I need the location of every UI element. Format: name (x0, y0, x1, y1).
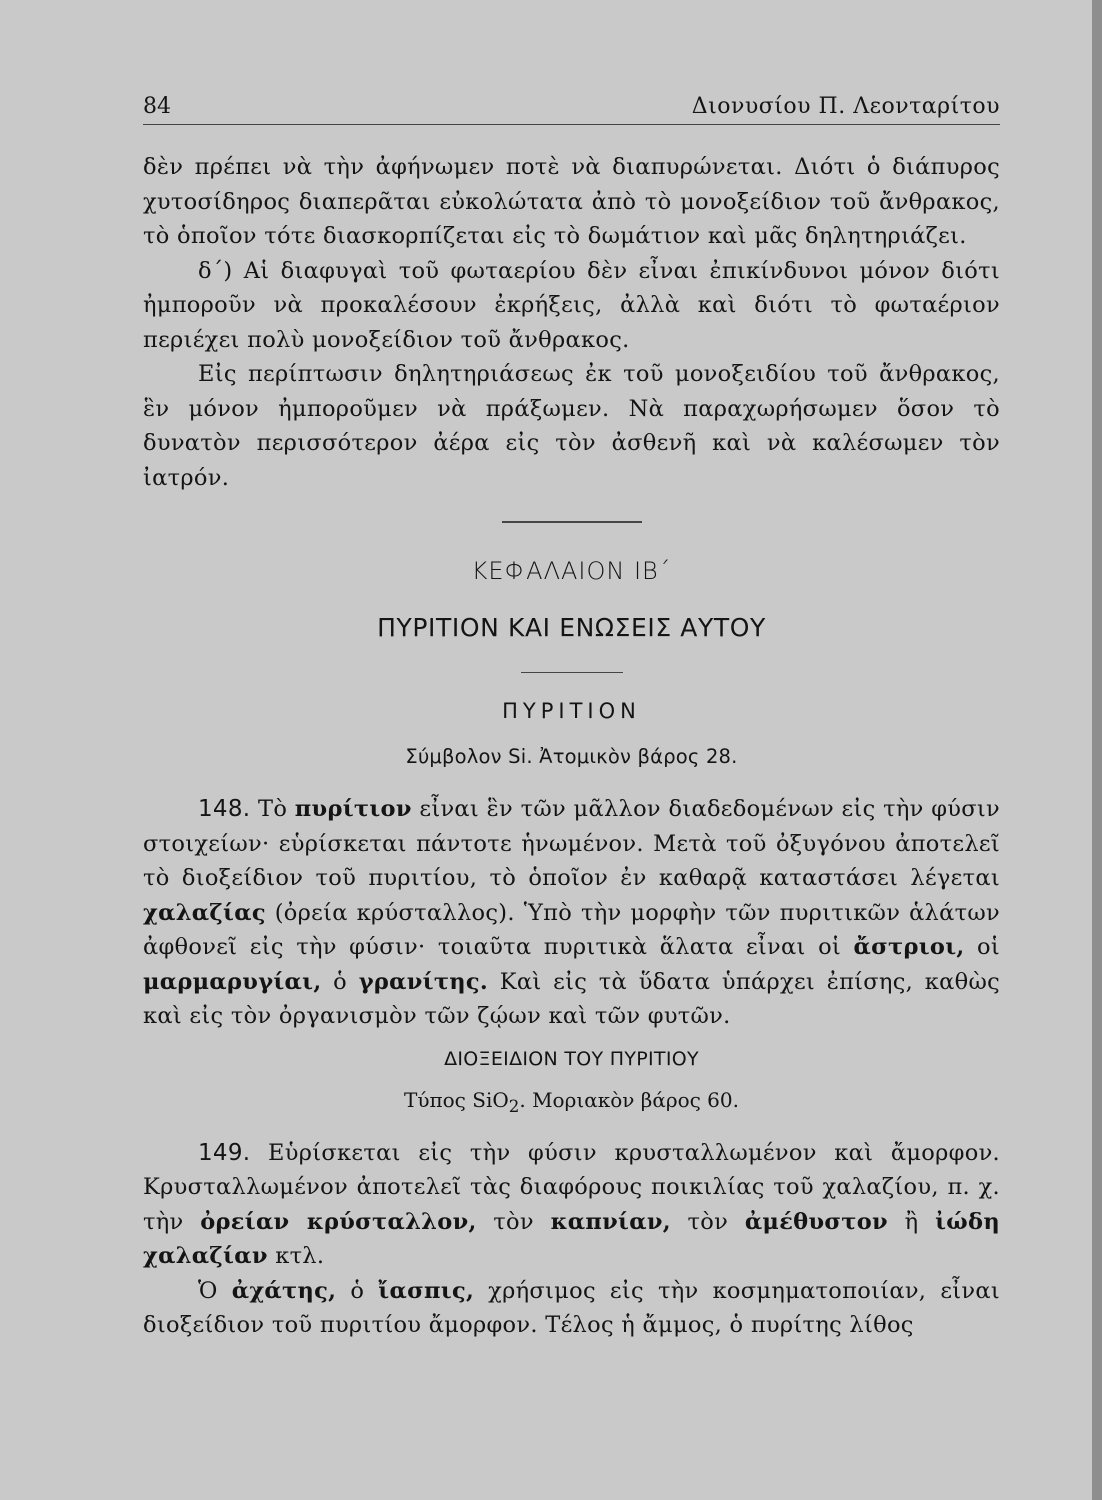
page-edge-shadow (1092, 0, 1102, 1500)
running-head: Διονυσίου Π. Λεονταρίτου (691, 94, 1000, 119)
term-bold: ἀμέθυστον (744, 1208, 888, 1235)
paragraph-poisoning: Εἰς περίπτωσιν δηλητηριάσεως ἐκ τοῦ μονοξειδίου τοῦ ἄνθρακος, ἓν μόνον ἠμποροῦμεν νὰ πράξωμεν. Νὰ παραχωρήσωμεν ὅσον τὸ δυνατὸν περισσότερον ἀέρα εἰς τὸν ἀσθενῆ καὶ νὰ καλέσωμεν τὸν ἰατρόν. (143, 361, 1000, 491)
term-bold: ἰώδη χαλαζίαν (143, 1208, 1000, 1269)
term-bold: πυρίτιον (294, 796, 412, 822)
section2-title: ΔΙΟΞΕΙΔΙΟΝ ΤΟΥ ΠΥΡΙΤΙΟΥ (444, 1047, 699, 1070)
term-bold: γρανίτης. (358, 968, 489, 995)
term-bold: καπνίαν, (550, 1208, 671, 1235)
divider-rule-2 (521, 672, 623, 674)
paragraph-last: Ὁ ἀχάτης, ὁ ἴασπις, χρήσιμος εἰς τὴν κοσμηματοποιίαν, εἶναι διοξείδιον τοῦ πυριτίου ἄμορφον. Τέλος ἡ ἄμμος, ὁ πυρίτης λίθος (143, 1277, 1000, 1338)
paragraph-149: 149. Εὑρίσκεται εἰς τὴν φύσιν κρυσταλλωμένον καὶ ἄμορφον. Κρυσταλλωμένον ἀποτελεῖ τὰς διαφόρους ποικιλίας τοῦ χαλαζίου, π. χ. τὴν ὀρείαν κρύσταλλον, τὸν καπνίαν, τὸν ἀμέθυστον ἢ ἰώδη χαλαζίαν κτλ. (143, 1139, 1000, 1269)
paragraph-number: 149. (198, 1139, 251, 1166)
formula-line: Τύπος SiO$_2$. Μοριακὸν βάρος 60. (404, 1087, 739, 1116)
divider-rule (502, 521, 642, 523)
paragraph-148: 148. Τὸ πυρίτιον εἶναι ἓν τῶν μᾶλλον διαδεδομένων εἰς τὴν φύσιν στοιχείων· εὑρίσκεται πάντοτε ἡνωμένον. Μετὰ τοῦ ὀξυγόνου ἀποτελεῖ τὸ διοξείδιον τοῦ πυριτίου, τὸ ὁποῖον ἐν καθαρᾷ καταστάσει λέγεται χαλαζίας (ὀρεία κρύσταλλος). Ὑπὸ τὴν μορφὴν τῶν πυριτικῶν ἁλάτων ἀφθονεῖ εἰς τὴν φύσιν· τοιαῦτα πυριτικὰ ἅλατα εἶναι οἱ ἄστριοι, οἱ μαρμαρυγίαι, ὁ γρανίτης. Καὶ εἰς τὰ ὕδατα ὑπάρχει ἐπίσης, καθὼς καὶ εἰς τὸν ὀργανισμὸν τῶν ζῴων καὶ τῶν φυτῶν. (143, 796, 1001, 1029)
page-body (143, 150, 1000, 1343)
term-bold: ἄστριοι, (853, 934, 965, 960)
paragraph-number: 148. (198, 796, 251, 822)
page-header (143, 94, 1000, 125)
chapter-title: ΠΥΡΙΤΙΟΝ ΚΑΙ ΕΝΩΣΕΙΣ ΑΥΤΟΥ (377, 612, 766, 642)
term-bold: μαρμαρυγίαι, (143, 968, 322, 995)
section-title: ΠΥΡΙΤΙΟΝ (502, 699, 641, 723)
symbol-line: Σύμβολον Si. Ἀτομικὸν βάρος 28. (405, 745, 738, 768)
term-bold: χαλαζίας (143, 899, 266, 926)
paragraph-d: δ΄) Αἱ διαφυγαὶ τοῦ φωταερίου δὲν εἶναι ἐπικίνδυνοι μόνον διότι ἠμποροῦν νὰ προκαλέσουν ἐκρήξεις, ἀλλὰ καὶ διότι τὸ φωταέριον περιέχει πολὺ μονοξείδιον τοῦ ἄνθρακος. (143, 257, 1000, 353)
term-bold: ἴασπις, (378, 1277, 475, 1304)
chapter-label: ΚΕΦΑΛΑΙΟΝ ΙΒ΄ (471, 556, 672, 585)
page-number: 84 (143, 94, 171, 119)
term-bold: ὀρείαν κρύσταλλον, (200, 1208, 477, 1235)
paragraph-top: δὲν πρέπει νὰ τὴν ἀφήνωμεν ποτὲ νὰ διαπυρώνεται. Διότι ὁ διάπυρος χυτοσίδηρος διαπερᾶται εὐκολώτατα ἀπὸ τὸ μονοξείδιον τοῦ ἄνθρακος, τὸ ὁποῖον τότε διασκορπίζεται εἰς τὸ δωμάτιον καὶ μᾶς δηλητηριάζει. (143, 154, 1000, 249)
term-bold: ἀχάτης, (231, 1277, 337, 1304)
